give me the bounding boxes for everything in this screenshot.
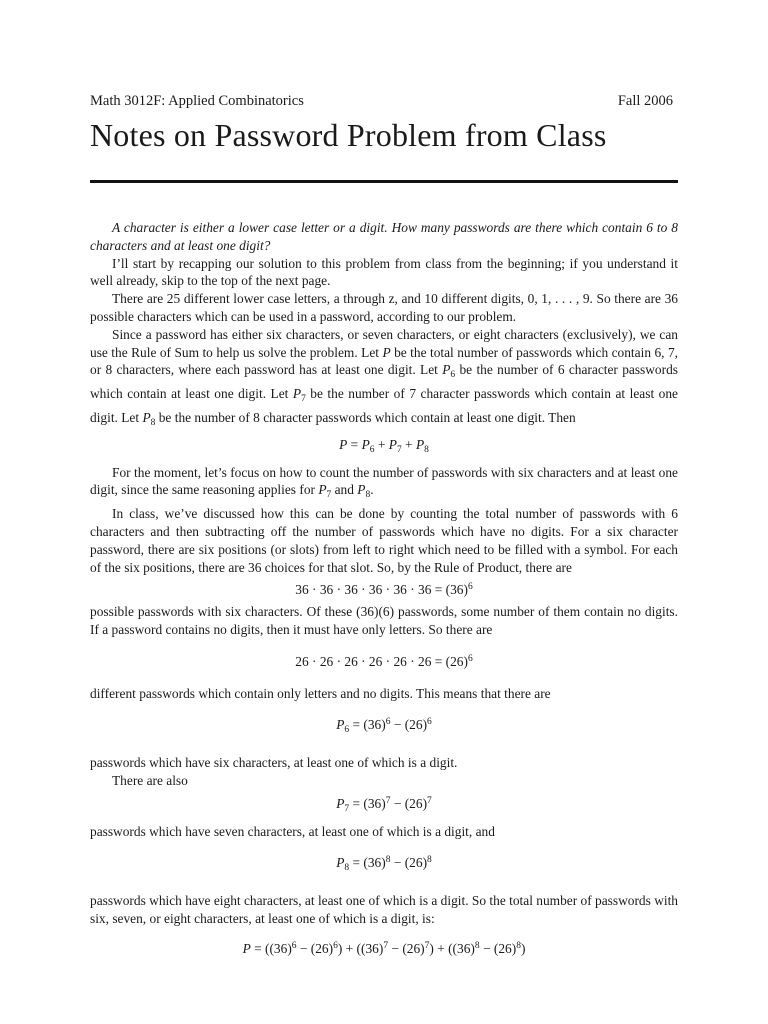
equation-p6: $P_6 = (36)^6 - (26)^6$ [336,717,432,736]
equation-final-total: $P = ((36)^6 - (26)^6) + ((36)^7 - (26)^7) + ((36)^8 - (26)^8)$ [242,940,526,956]
paragraph-six-result: passwords which have six characters, at least one of which is a digit. [90,755,458,771]
paragraph-no-digits [90,603,678,639]
paragraph-total: passwords which have eight characters, at least one of which is a digit. So the total number of passwords with six, seven, or eight characters, at least one of which is a digit, is: [90,893,678,926]
text-span: be the number of 6 character passwords which contain at least one digit. Let [90,362,678,402]
equation-p7: $P_7 = (36)^7 - (26)^7$ [336,795,432,814]
text-span: . [370,482,374,498]
equation-p8: $P_8 = (36)^8 - (26)^8$ [336,855,432,874]
term: Fall 2006 [617,93,673,109]
equation-letters-only: $26 \cdot 26 \cdot 26 \cdot 26 \cdot 26 \cdot 26 = (26)^6$ [295,653,473,669]
text-span: possible passwords with six characters. Of these (36) [90,604,379,620]
paragraph-complement-method: In class, we’ve discussed how this can be done by counting the total number of passwords with 6 characters and then subtracting off the number of passwords which have no digits. For a six character password, there are six positions (or slots) from left to right which need to be filled with a symbol. For each of the six positions, there are 36 choices for that slot. So, by the Rule of Product, there are [90,506,678,575]
paragraph-recap: I’ll start by recapping our solution to this problem from class from the beginning; if you understand it well already, skip to the top of the next page. [90,255,678,289]
document-body [90,219,678,958]
text-span: be the number of 7 character passwords which contain at least one digit. Let [90,386,678,425]
title-rule [90,180,678,183]
text-span: (6) passwords, some number of them contain no digits. If a password contains no digits, then it must have only letters. So there are [90,604,678,637]
paragraph-seven-result: passwords which have seven characters, at least one of which is a digit, and [90,823,495,839]
text-span: and [331,482,358,498]
equation-total-six: $36 \cdot 36 \cdot 36 \cdot 36 \cdot 36 \cdot 36 = (36)^6$ [295,582,473,598]
text-span: be the number of 8 character passwords which contain at least one digit. Then [155,409,576,425]
paragraph-characters: There are 25 different lower case letters, a through z, and 10 different digits, 0, 1, . . . , 9. So there are 36 possible characters which can be used in a password, according to our problem. [90,291,678,324]
problem-statement: A character is either a lower case letter or a digit. How many passwords are there which contain 6 to 8 characters and at least one digit? [90,220,678,253]
paragraph-focus: For the moment, let’s focus on how to count the number of passwords with six characters and at least one digit, since the same reasoning applies for $P_7$ and $P_8$. [90,464,678,501]
text-span: be the total number of passwords which contain 6, 7, or 8 characters, where each password has at least one digit. Let [90,344,678,378]
paragraph-letters-only: different passwords which contain only letters and no digits. This means that there are [90,685,551,701]
text-span: Since a password has either six characters, or seven characters, or eight characters (exclusively), we can use the Rule of Sum to help us solve the problem. Let [90,326,678,360]
page-title: Notes on Password Problem from Class [90,117,607,153]
paragraph-rule-of-sum: Since a password has either six characters, or seven characters, or eight characters (exclusively), we can use the Rule of Sum to help us solve the problem. Let P be the total number of passwords which contain 6, 7, or 8 characters, where each password has at least one digit. Let $P_6$ be the number of 6 character passwords which contain at least one digit. Let $P_7$ be the number of 7 character passwords which contain at least one digit. Let $P_8$ be the number of 8 character passwords which contain at least one digit. Then [90,326,678,428]
document-page [90,0,678,1024]
equation-total-sum: $P = P_6 + P_7 + P_8$ [339,436,429,455]
text-span: For the moment, let’s focus on how to count the number of passwords with six characters and at least one digit, since the same reasoning applies for [90,464,678,498]
course-name: Math 3012F: Applied Combinatorics [90,93,304,109]
paragraph-there-are-also: There are also [112,772,188,788]
